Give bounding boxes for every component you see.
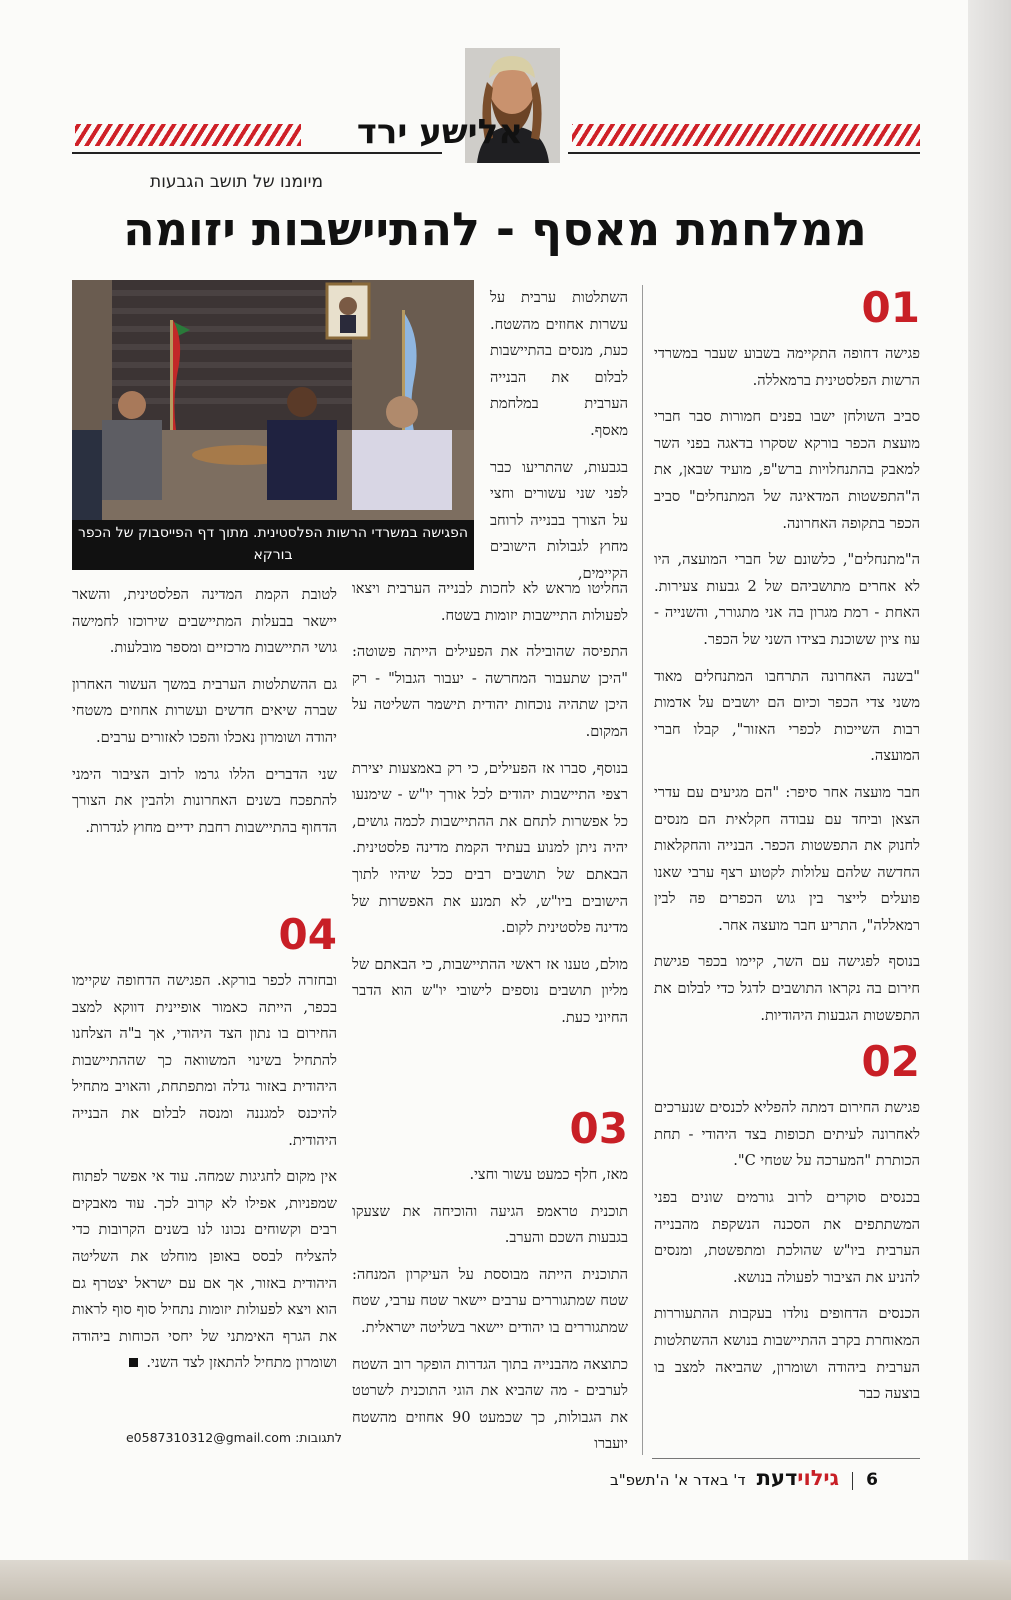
- section-number-02: 02: [861, 1037, 920, 1087]
- page-number: 6: [866, 1470, 878, 1490]
- paragraph: התפיסה שהובילה את הפעילים הייתה פשוטה: "היכן שתעבור המחרשה - יעבור הגבול" - רק היכן שתהיה נוכחות יהודית תישמר השליטה על המקום.: [352, 643, 628, 740]
- column-tag: מיומנו של תושב הגבעות: [150, 172, 323, 192]
- paragraph: פגישת החירום דמתה להפליא לכנסים שנערכים לאחרונה לעיתים תכופות בצד היהודי - תחת הכותרת "המערכה על שטחי C".: [654, 1099, 920, 1170]
- paragraph: חבר מועצה אחר סיפר: "הם מגיעים עם עדרי הצאן וביחד עם עבודה חקלאית הם מנסים לחנוק את התפשטות הכפר. הבנייה והחקלאות החדשה שלהם עלולות לקטוע רצף ערבי שאנו פועלים לייצר בין גוש הכפרים פה לבין רמאללה", התריע חבר מועצה אחר.: [654, 783, 920, 934]
- magazine-name-part-1: גילוי: [797, 1466, 839, 1490]
- paragraph: בנוסף לפגישה עם השר, קיימו בכפר פגישת חירום בה נקראו התושבים לדגל כדי לבלום את התפשטות הגבעות היהודיות.: [654, 953, 920, 1024]
- column-divider: [642, 285, 643, 1455]
- paragraph: בכנסים סוקרים לרוב גורמים שונים בפני המשתתפים את הסכנה הנשקפת מהבנייה הערבית ביו"ש שהולכת ומתפשטת, ומנסים להניע את הציבור לפעולה בנושא.: [654, 1189, 920, 1286]
- paragraph: פגישה דחופה התקיימה בשבוע שעבר במשרדי הרשות הפלסטינית ברמאללה.: [654, 345, 920, 389]
- paragraph: החליטו מראש לא לחכות לבנייה הערבית ויצאו לפעולות התיישבות יזומות בשטח.: [352, 580, 628, 624]
- paragraph: בגבעות, שהתריעו כבר לפני שני עשורים וחצי על הצורך בבנייה לרוחב מחוץ לגבולות הישובים הקיימים,: [490, 458, 628, 582]
- header-stripes-right: [572, 124, 920, 146]
- paragraph: מולם, טענו אז ראשי ההתיישבות, כי הבאתם של מליון תושבים נוספים לישובי יו"ש הוא הדבר החיוני כעת.: [352, 955, 628, 1026]
- footer-separator: [852, 1472, 853, 1490]
- footer-rule: [652, 1458, 920, 1459]
- contact-line: [92, 1430, 342, 1445]
- author-name: אלישע ירד: [356, 112, 523, 152]
- headline: ממלחמת מאסף - להתיישבות יזומה: [123, 202, 867, 256]
- paragraph: התוכנית הייתה מבוססת על העיקרון המנחה: שטח שמתגוררים ערבים יישאר שטח ערבי, שטח שמתגוררים בו יהודים יישאר בשליטה ישראלית.: [352, 1265, 628, 1336]
- paragraph-text: אין מקום לחגיגות שמחה. עוד אי אפשר לפתוח שמפניות, אפילו לא קרוב לכך. עוד מאבקים רבים וקשוחים נכונו לנו בשנים הקרובות כדי להצליח לבסס באופן מוחלט את השליטה היהודית באזור, אך אם עם ישראל יצטרף גם הוא ויצא לפעולות יזומות נתחיל סוף סוף לראות את הגרף האימתני של יחסי הכוחות ביהודה ושומרון מתחיל להתאזן לצד השני.: [72, 1168, 337, 1372]
- article-column-1: [654, 285, 920, 1418]
- article-column-3: [72, 582, 337, 851]
- paragraph: סביב השולחן ישבו בפנים חמורות סבר חברי מועצת הכפר בורקא שסקרו בדאגה בפני השר למאבק בהתנחלויות ברש"פ, מועיד שבאן, את ה"התפשטות המדאיגה של המתנחלים" סביב הכפר בתקופה האחרונה.: [654, 408, 920, 532]
- page-footer: [610, 1466, 878, 1490]
- paragraph: "בשנה האחרונה התרחבו המתנחלים מאוד משני צדי הכפר וכיום הם יושבים על אדמות רבות השייכות לכפרי האזור", קבלו חברי המועצה.: [654, 667, 920, 765]
- article-column-3-bottom: [72, 912, 337, 1387]
- contact-label: לתגובות:: [295, 1430, 342, 1445]
- paragraph: תוכנית טראמפ הגיעה והוכיחה את שצעקו בגבעות השכם והערב.: [352, 1202, 628, 1247]
- article-photo: [72, 280, 474, 520]
- paragraph: [72, 1164, 337, 1377]
- header-rule-right: [568, 152, 920, 154]
- section-number-03: 03: [569, 1104, 628, 1153]
- paragraph: שני הדברים הללו גרמו לרוב הציבור הימני להתפכח בשנים האחרונות ולהבין את הצורך הדחוף בהתיישבות רחבת ידיים מחוץ לגדרות.: [72, 765, 337, 836]
- paragraph: מאז, חלף כמעט עשור וחצי.: [469, 1166, 628, 1183]
- table-surface: [0, 1560, 1011, 1600]
- magazine-name-part-2: דעת: [756, 1466, 798, 1490]
- header-stripes-left: [75, 124, 301, 146]
- photo-caption: הפגישה במשרדי הרשות הפלסטינית. מתוך דף הפייסבוק של הכפר בורקא: [72, 520, 474, 570]
- contact-email[interactable]: e0587310312@gmail.com: [125, 1430, 292, 1445]
- paragraph: ה"מתנחלים", כלשונם של חברי המועצה, היו לא אחרים מתושביהם של 2 גבעות צעירות. האחת - רמת מגרון בה אני מתגורר, והשנייה - עוז ציון ששוכנת בצידו השני של הכפר.: [654, 551, 920, 648]
- paragraph: הכנסים הדחופים נולדו בעקבות ההתעוררות המאוחרת בקרב ההתיישבות בנושא ההשתלטות הערבית ביהודה ושומרון, שהביאה למצב בו בוצעה כבר: [654, 1305, 920, 1403]
- paragraph: גם ההשתלטות הערבית במשך העשור האחרון שברה שיאים חדשים ועשרות אחוזים משטחי יהודה ושומרון נאכלו והפכו לאזורים ערבים.: [72, 675, 337, 746]
- paragraph: כתוצאה מהבנייה בתוך הגדרות הופקר רוב השטח לערבים - מה שהביא את הוגי התוכנית לשרטט את הגבולות, כך שכמעט 90 אחוזים מהשטח יועברו: [352, 1355, 628, 1453]
- page-edge: [968, 0, 1011, 1600]
- section-number-04: 04: [278, 910, 337, 959]
- section-number-01: 01: [861, 283, 920, 332]
- paragraph: לטובת הקמת המדינה הפלסטינית, והשאר יישאר בבעלות המתיישבים שירוכזו לחמישה גושי התיישבות מרכזיים ומספר מובלעות.: [72, 586, 337, 657]
- header-rule-left: [72, 152, 442, 154]
- article-column-2: [352, 576, 628, 1042]
- paragraph: בנוסף, סברו אז הפעילים, כי רק באמצעות יצירת רצפי התיישבות יהודים לכל אורך יו"ש - שימנעו כל אפשרות לתחם את ההתיישבות לכמה גושים, יהיה ניתן למנוע בעתיד הקמת מדינה פלסטינית. הבאתם של תושבים רבים ככל שיהיו לתוך הישובים ביו"ש, לא תמנע את האפשרות של מדינה פלסטינית לקום.: [352, 759, 628, 937]
- issue-date: ד' באדר א' ה'תשפ"ב: [610, 1471, 746, 1489]
- paragraph: ובחזרה לכפר בורקא. הפגישה הדחופה שקיימו בכפר, הייתה כאמור אופיינית דווקא למצב החירום בו נתון הצד היהודי, אך ב"ה הצלחנו להתחיל בשינוי המשוואה כך שההתיישבות היהודית באזור גדלה ומתפתחת, והאויב מתחיל להיכנס למגננה ומנסה לבלום את הבנייה היהודית.: [72, 972, 337, 1149]
- article-column-2-bottom: [352, 1106, 628, 1468]
- paragraph: השתלטות ערבית על עשרות אחוזים מהשטח. כעת, מנסים בהתיישבות לבלום את הבנייה הערבית במלחמת מאסף.: [490, 289, 628, 439]
- end-mark-icon: [129, 1358, 138, 1367]
- article-column-2-top: [490, 285, 628, 598]
